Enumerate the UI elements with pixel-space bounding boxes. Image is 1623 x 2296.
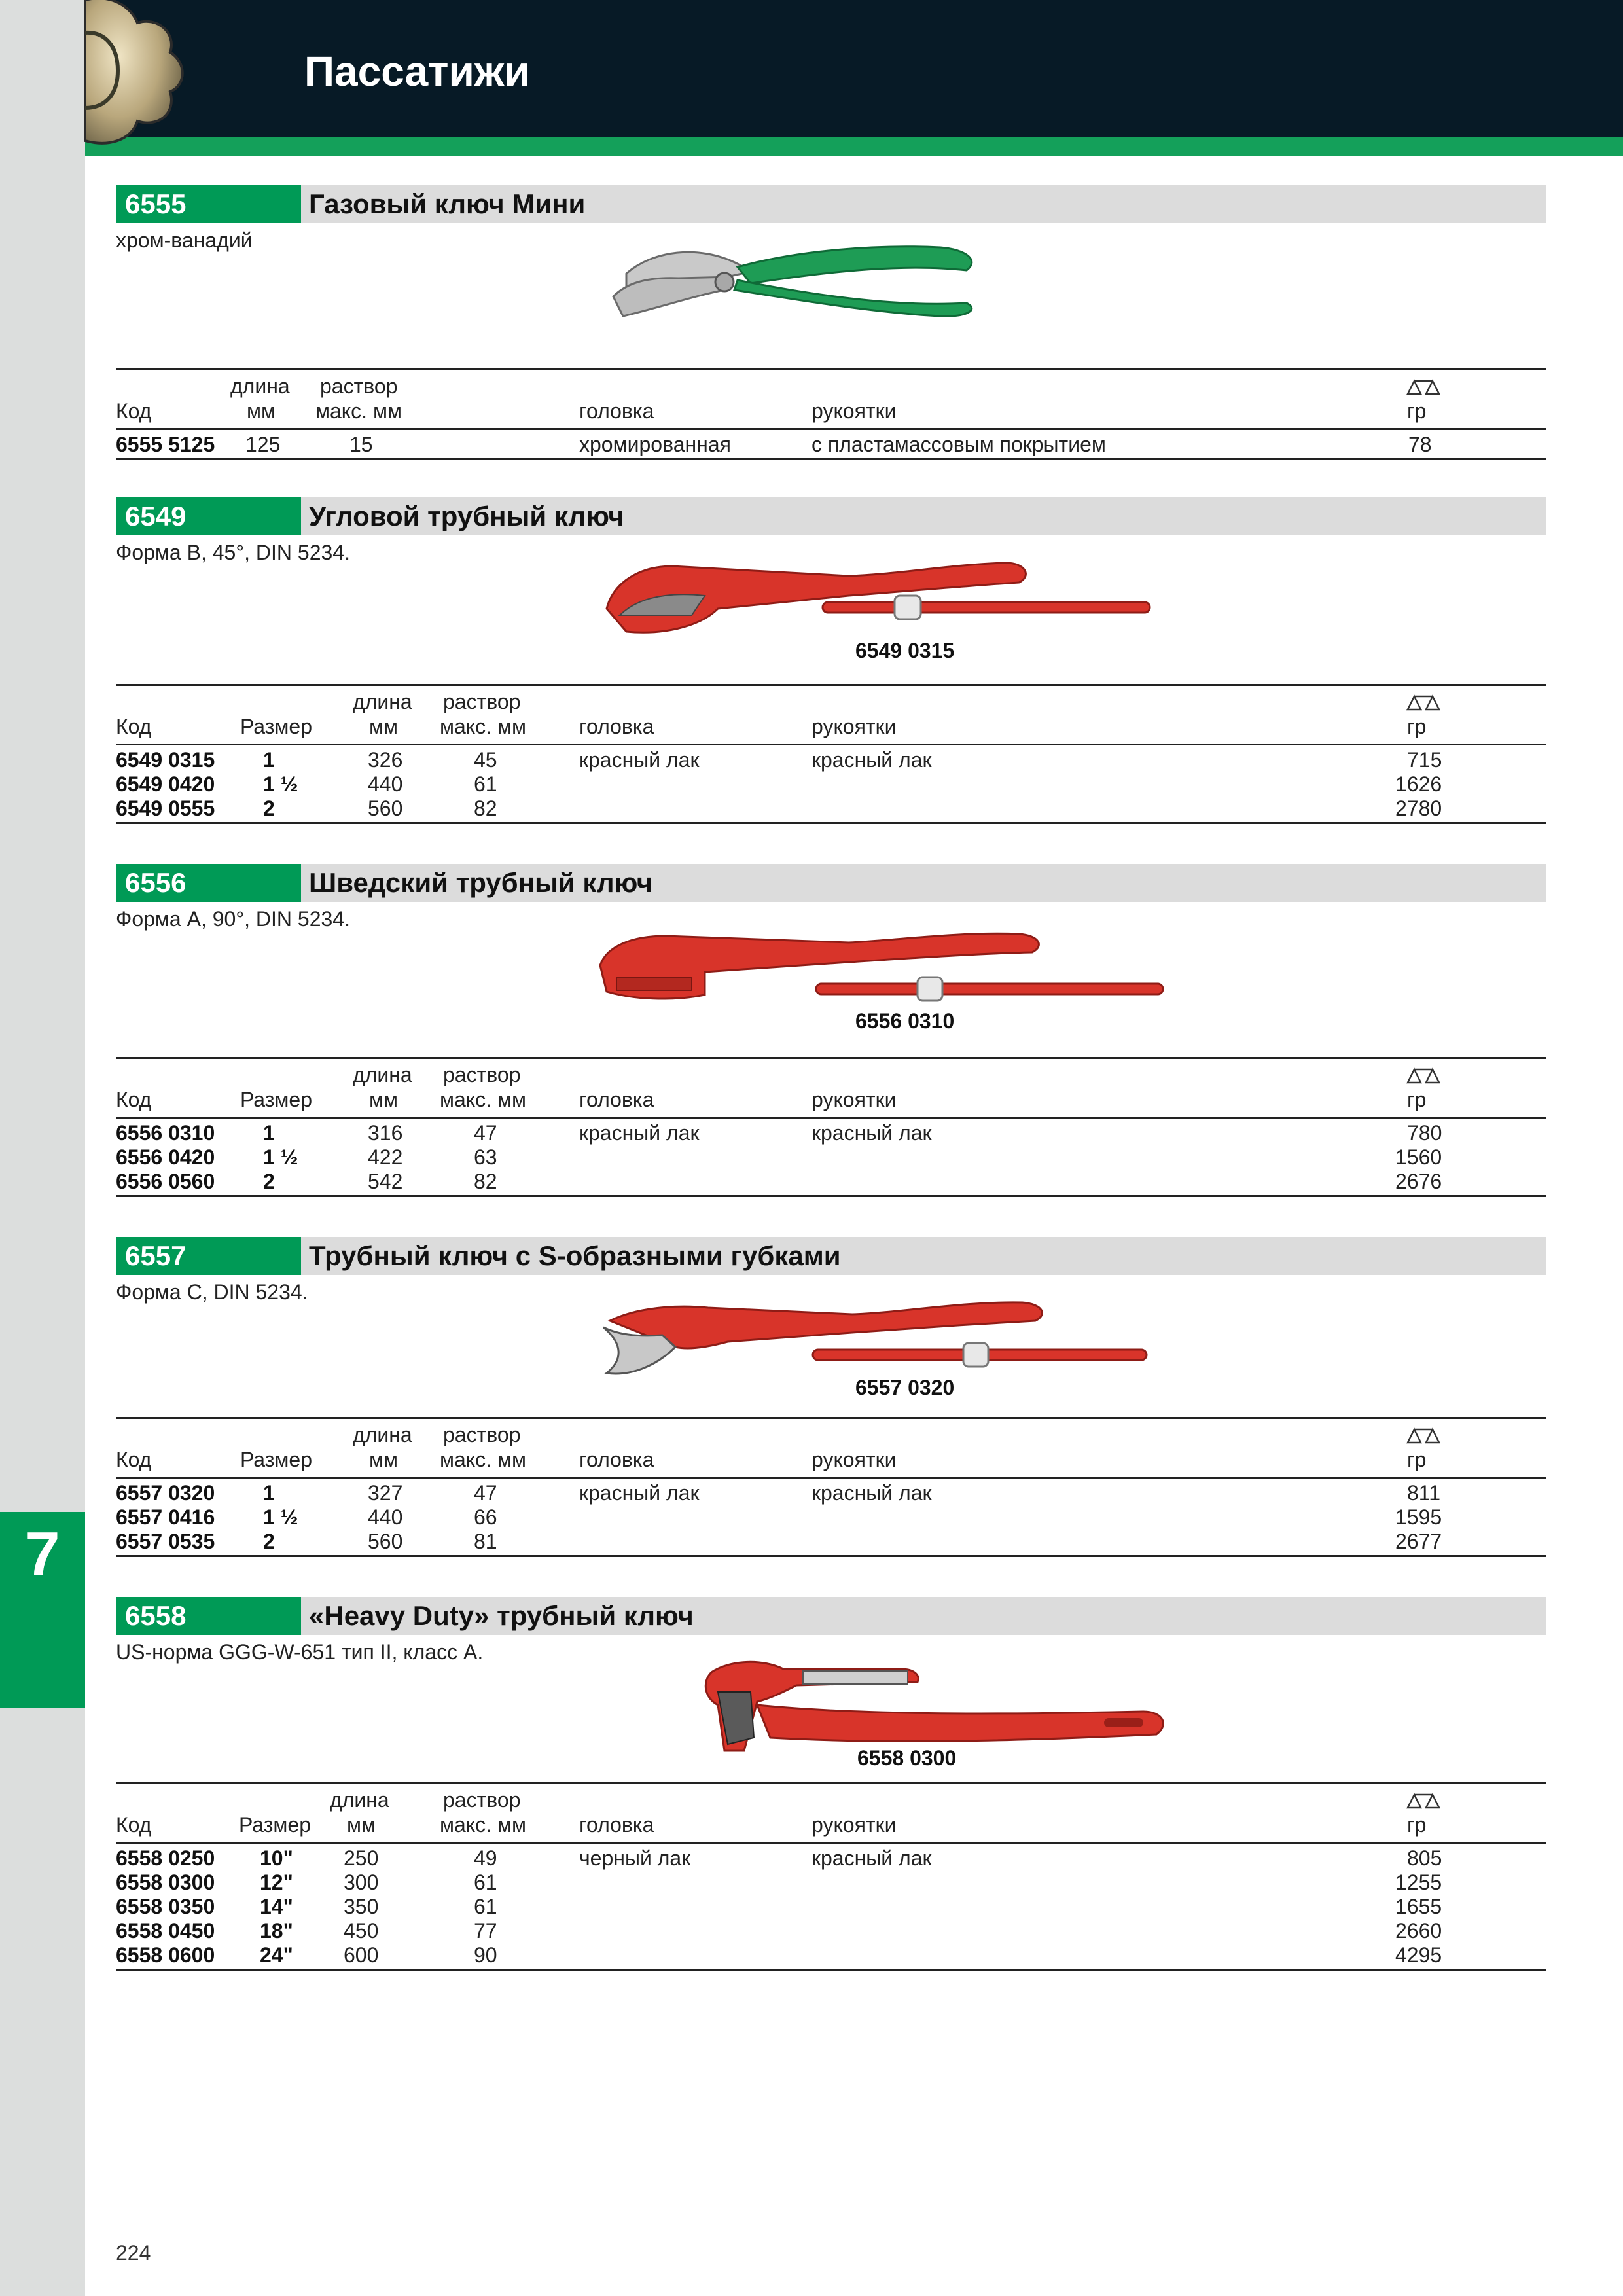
row-size: 2: [263, 1530, 275, 1553]
section-6558: [116, 1597, 1546, 1967]
row-handles: красный лак: [812, 748, 932, 772]
section-subtitle: Форма В, 45°, DIN 5234.: [116, 541, 350, 564]
page-title: Пассатижи: [304, 48, 530, 95]
row-size: 2: [263, 1170, 275, 1193]
section-header: [116, 497, 1546, 535]
table-row: [116, 1481, 1546, 1505]
col-code: Код: [116, 399, 152, 423]
row-code: 6558 0350: [116, 1895, 215, 1918]
table-row: [116, 772, 1546, 797]
row-size: 1: [263, 1121, 275, 1145]
row-weight: 2780: [1395, 797, 1442, 820]
col-handles: рукоятки: [812, 715, 897, 738]
col-opening-top: раствор: [443, 1788, 521, 1812]
table-row: [116, 433, 1546, 457]
image-caption-code: 6556 0310: [855, 1009, 955, 1033]
section-subtitle: US-норма GGG-W-651 тип II, класс А.: [116, 1640, 484, 1664]
row-opening: 47: [474, 1121, 497, 1145]
product-table: [116, 684, 1546, 824]
section-number: 6555: [116, 185, 301, 223]
row-weight: 1560: [1395, 1145, 1442, 1169]
col-weight: гр: [1407, 1448, 1427, 1471]
table-header: [116, 1782, 1546, 1844]
col-code: Код: [116, 1813, 152, 1837]
section-header: [116, 1597, 1546, 1635]
product-table: [116, 1057, 1546, 1197]
row-code: 6549 0315: [116, 748, 215, 772]
page-number: 224: [116, 2241, 151, 2265]
row-opening: 61: [474, 1871, 497, 1894]
row-code: 6557 0535: [116, 1530, 215, 1553]
row-length: 560: [368, 797, 403, 820]
row-opening: 82: [474, 1170, 497, 1193]
scale-icon: [1405, 1791, 1442, 1810]
col-length-top: длина: [353, 1423, 412, 1446]
col-handles: рукоятки: [812, 1813, 897, 1837]
table-row: [116, 1121, 1546, 1145]
row-code: 6556 0420: [116, 1145, 215, 1169]
row-weight: 1626: [1395, 772, 1442, 796]
scale-icon: [1405, 1066, 1442, 1085]
table-row: [116, 1846, 1546, 1871]
row-code: 6557 0416: [116, 1505, 215, 1529]
col-length-top: длина: [330, 1788, 389, 1812]
section-subtitle: Форма С, DIN 5234.: [116, 1280, 308, 1304]
row-code: 6549 0420: [116, 772, 215, 796]
table-row: [116, 1170, 1546, 1194]
row-size: 1: [263, 748, 275, 772]
row-code: 6558 0450: [116, 1919, 215, 1943]
col-length-top: длина: [353, 1063, 412, 1086]
col-head: головка: [579, 1813, 654, 1837]
product-table: [116, 1782, 1546, 1971]
col-opening-top: раствор: [443, 690, 521, 713]
col-code: Код: [116, 1448, 152, 1471]
row-opening: 49: [474, 1846, 497, 1870]
col-weight: гр: [1407, 399, 1427, 423]
section-header: [116, 864, 1546, 902]
row-opening: 61: [474, 772, 497, 796]
col-weight: гр: [1407, 715, 1427, 738]
col-code: Код: [116, 1088, 152, 1111]
table-row: [116, 1919, 1546, 1943]
row-length: 450: [344, 1919, 379, 1943]
row-head: красный лак: [579, 1121, 700, 1145]
row-opening: 81: [474, 1530, 497, 1553]
row-code: 6556 0560: [116, 1170, 215, 1193]
scale-icon: [1405, 1426, 1442, 1445]
col-handles: рукоятки: [812, 399, 897, 423]
row-length: 542: [368, 1170, 403, 1193]
row-length: 316: [368, 1121, 403, 1145]
row-length: 560: [368, 1530, 403, 1553]
section-title: Трубный ключ с S-образными губками: [309, 1240, 841, 1271]
row-size: 1 ½: [263, 1145, 298, 1169]
row-head: хромированная: [579, 433, 731, 456]
heavy-duty-pipe-wrench-image: [692, 1653, 1183, 1757]
section-number: 6558: [116, 1597, 301, 1635]
image-caption-code: 6549 0315: [855, 639, 955, 662]
row-weight: 2676: [1395, 1170, 1442, 1193]
section-6557: [116, 1237, 1546, 1553]
row-opening: 82: [474, 797, 497, 820]
col-opening-bottom: макс. мм: [440, 1813, 526, 1837]
section-header: [116, 1237, 1546, 1275]
section-title: Угловой трубный ключ: [309, 501, 624, 531]
row-code: 6558 0300: [116, 1871, 215, 1894]
row-weight: 78: [1408, 433, 1432, 456]
row-length: 422: [368, 1145, 403, 1169]
row-head: черный лак: [579, 1846, 691, 1870]
row-length: 250: [344, 1846, 379, 1870]
section-number: 6556: [116, 864, 301, 902]
col-opening-bottom: макс. мм: [440, 1448, 526, 1471]
section-subtitle: Форма А, 90°, DIN 5234.: [116, 907, 350, 931]
row-weight: 4295: [1395, 1943, 1442, 1967]
image-caption-code: 6558 0300: [857, 1746, 957, 1770]
gear-logo-icon: [72, 0, 190, 157]
row-length: 326: [368, 748, 403, 772]
row-code: 6549 0555: [116, 797, 215, 820]
table-header: [116, 684, 1546, 745]
col-opening-bottom: макс. мм: [440, 715, 526, 738]
header-accent-line: [85, 137, 1623, 156]
section-6555: [116, 185, 1546, 456]
col-handles: рукоятки: [812, 1088, 897, 1111]
col-head: головка: [579, 399, 654, 423]
scale-icon: [1405, 377, 1442, 397]
table-row: [116, 1895, 1546, 1919]
col-size: Размер: [239, 1813, 311, 1837]
row-weight: 2660: [1395, 1919, 1442, 1943]
row-length: 440: [368, 1505, 403, 1529]
section-number: 6549: [116, 497, 301, 535]
col-length-bottom: мм: [369, 1448, 398, 1471]
table-header: [116, 368, 1546, 430]
table-row: [116, 1505, 1546, 1530]
row-code: 6556 0310: [116, 1121, 215, 1145]
table-body: [116, 1119, 1546, 1197]
image-caption-code: 6557 0320: [855, 1376, 955, 1399]
col-opening-top: раствор: [443, 1063, 521, 1086]
row-opening: 45: [474, 748, 497, 772]
table-row: [116, 1943, 1546, 1967]
col-length-top: длина: [230, 374, 290, 398]
row-size: 10": [260, 1846, 293, 1870]
section-6549: [116, 497, 1546, 820]
col-size: Размер: [240, 1448, 312, 1471]
chapter-number: 7: [25, 1519, 60, 1589]
pliers-image: [600, 238, 1012, 329]
row-weight: 1655: [1395, 1895, 1442, 1918]
swedish-pipe-wrench-image: [594, 926, 1183, 1011]
col-weight: гр: [1407, 1813, 1427, 1837]
row-weight: 805: [1407, 1846, 1442, 1870]
pipe-wrench-45-image: [600, 556, 1176, 641]
table-body: [116, 745, 1546, 824]
table-body: [116, 1844, 1546, 1971]
col-weight: гр: [1407, 1088, 1427, 1111]
row-opening: 63: [474, 1145, 497, 1169]
row-handles: красный лак: [812, 1846, 932, 1870]
row-size: 1: [263, 1481, 275, 1505]
col-size: Размер: [240, 1088, 312, 1111]
row-size: 12": [260, 1871, 293, 1894]
row-opening: 61: [474, 1895, 497, 1918]
section-title: Газовый ключ Мини: [309, 188, 586, 219]
col-length-bottom: мм: [247, 399, 276, 423]
col-length-bottom: мм: [369, 1088, 398, 1111]
col-length-bottom: мм: [347, 1813, 376, 1837]
table-row: [116, 748, 1546, 772]
col-code: Код: [116, 715, 152, 738]
row-size: 1 ½: [263, 1505, 298, 1529]
table-header: [116, 1057, 1546, 1119]
row-opening: 47: [474, 1481, 497, 1505]
s-jaw-pipe-wrench-image: [597, 1295, 1173, 1386]
row-length: 300: [344, 1871, 379, 1894]
col-opening-bottom: макс. мм: [315, 399, 402, 423]
section-title: «Heavy Duty» трубный ключ: [309, 1600, 694, 1631]
row-weight: 811: [1407, 1481, 1441, 1505]
row-length: 600: [344, 1943, 379, 1967]
row-length: 125: [245, 433, 281, 456]
section-title: Шведский трубный ключ: [309, 867, 653, 898]
col-length-top: длина: [353, 690, 412, 713]
row-weight: 2677: [1395, 1530, 1442, 1553]
row-length: 440: [368, 772, 403, 796]
row-length: 327: [368, 1481, 403, 1505]
section-6556: [116, 864, 1546, 1193]
table-body: [116, 430, 1546, 460]
row-weight: 1255: [1395, 1871, 1442, 1894]
section-number: 6557: [116, 1237, 301, 1275]
table-row: [116, 1871, 1546, 1895]
row-handles: красный лак: [812, 1121, 932, 1145]
section-header: [116, 185, 1546, 223]
col-handles: рукоятки: [812, 1448, 897, 1471]
table-body: [116, 1479, 1546, 1557]
row-size: 24": [260, 1943, 293, 1967]
row-size: 1 ½: [263, 772, 298, 796]
table-row: [116, 1530, 1546, 1554]
row-head: красный лак: [579, 748, 700, 772]
row-size: 2: [263, 797, 275, 820]
row-handles: красный лак: [812, 1481, 932, 1505]
row-code: 6558 0250: [116, 1846, 215, 1870]
row-code: 6555 5125: [116, 433, 215, 456]
row-length: 350: [344, 1895, 379, 1918]
col-opening-top: раствор: [443, 1423, 521, 1446]
col-opening-top: раствор: [320, 374, 398, 398]
table-header: [116, 1417, 1546, 1479]
col-head: головка: [579, 715, 654, 738]
product-table: [116, 368, 1546, 460]
row-weight: 780: [1407, 1121, 1442, 1145]
col-head: головка: [579, 1088, 654, 1111]
row-weight: 1595: [1395, 1505, 1442, 1529]
table-row: [116, 797, 1546, 821]
left-margin-strip: [0, 0, 85, 2296]
row-size: 18": [260, 1919, 293, 1943]
product-table: [116, 1417, 1546, 1557]
table-row: [116, 1145, 1546, 1170]
row-opening: 77: [474, 1919, 497, 1943]
col-head: головка: [579, 1448, 654, 1471]
row-opening: 15: [349, 433, 373, 456]
row-size: 14": [260, 1895, 293, 1918]
row-handles: с пластамассовым покрытием: [812, 433, 1106, 456]
row-code: 6557 0320: [116, 1481, 215, 1505]
row-weight: 715: [1407, 748, 1442, 772]
row-opening: 66: [474, 1505, 497, 1529]
row-code: 6558 0600: [116, 1943, 215, 1967]
col-length-bottom: мм: [369, 715, 398, 738]
scale-icon: [1405, 692, 1442, 712]
col-opening-bottom: макс. мм: [440, 1088, 526, 1111]
col-size: Размер: [240, 715, 312, 738]
section-subtitle: хром-ванадий: [116, 228, 253, 252]
row-head: красный лак: [579, 1481, 700, 1505]
row-opening: 90: [474, 1943, 497, 1967]
